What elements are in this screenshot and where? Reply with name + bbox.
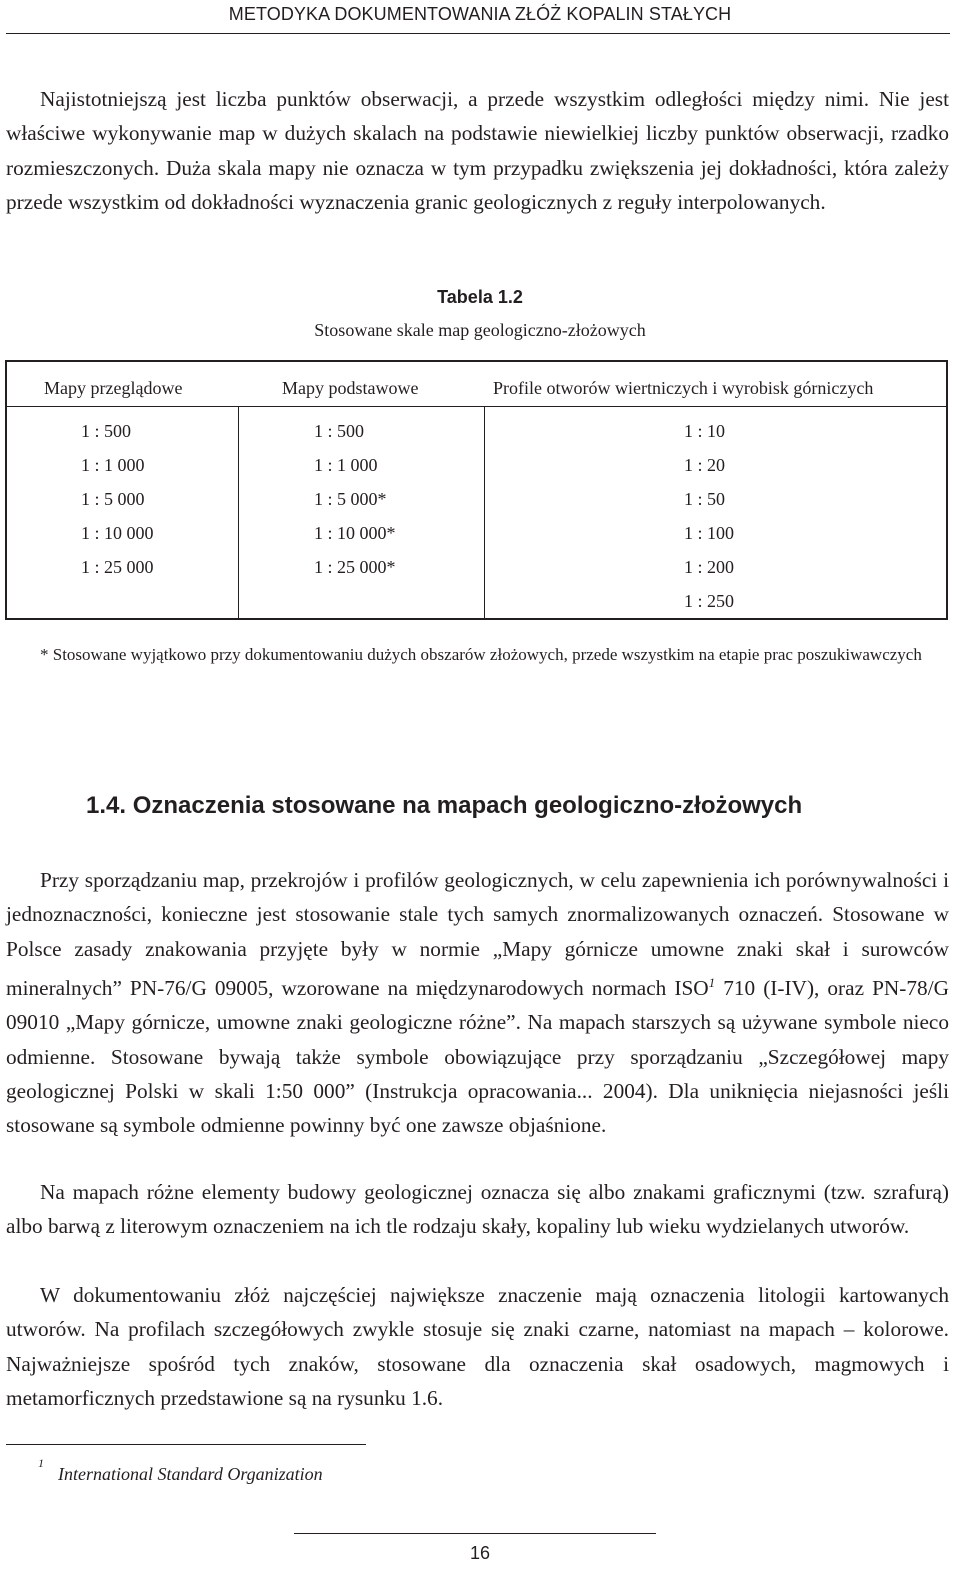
column-header-borehole-profiles: Profile otworów wiertniczych i wyrobisk górniczych [493,378,874,398]
footnote-reference: 1 [708,974,716,990]
section-paragraph-3-text: W dokumentowaniu złóż najczęściej największe znaczenie mają oznaczenia litologii kartowanych utworów. Na profilach szczegółowych zwykle stosuje się znaki czarne, natomiast na mapach – kolorowe. Najważniejsze spośród tych znaków, stosowane dla oznaczenia skał osadowych, magmowych i metamorficznych przedstawione są na rysunku 1.6. [6,1283,949,1410]
header-rule [6,33,950,34]
intro-paragraph [6,82,949,219]
table-cell: 1 : 1 000 [81,455,145,475]
table-footnote-text: * Stosowane wyjątkowo przy dokumentowaniu dużych obszarów złożowych, przede wszystkim na etapie prac poszukiwawczych [40,645,922,664]
table-cell: 1 : 10 000* [314,523,396,543]
footnote-marker: 1 [38,1456,44,1470]
footnote-text: International Standard Organization [58,1464,323,1484]
section-heading: 1.4. Oznaczenia stosowane na mapach geologiczno-złożowych [86,792,803,819]
table-cell: 1 : 25 000 [81,557,154,577]
page-number-rule [294,1533,656,1534]
section-paragraph-2 [6,1175,949,1244]
section-paragraph-3 [6,1278,949,1415]
column-divider [484,406,485,618]
table-title: Stosowane skale map geologiczno-złożowych [314,320,646,340]
table-cell: 1 : 5 000* [314,489,387,509]
intro-paragraph-text: Najistotniejszą jest liczba punktów obserwacji, a przede wszystkim odległości między nimi. Nie jest właściwe wykonywanie map w dużych skalach na podstawie niewielkiej liczby punktów obserwacji, rzadko rozmieszczonych. Duża skala mapy nie oznacza w tym przypadku zwiększenia jej dokładności, która zależy przede wszystkim od dokładności wyznaczenia granic geologicznych z reguły interpolowanych. [6,87,949,214]
section-paragraph-1-text: Przy sporządzaniu map, przekrojów i profilów geologicznych, w celu zapewnienia ich porównywalności i jednoznaczności, konieczne jest stosowanie stale tych samych znormalizowanych oznaczeń. Stosowane w Polsce zasady znakowania przyjęte były w normie „Mapy górnicze umowne znaki skał i surowców mineralnych” PN-76/G 09005, wzorowane na międzynarodowych normach ISO [6,868,949,1000]
table-cell: 1 : 50 [684,489,726,509]
section-paragraph-1-text-cont: 710 (I-IV), oraz PN-78/G 09010 „Mapy górnicze, umowne znaki geologiczne różne”. Na mapach starszych są używane symbole nieco odmienne. Stosowane bywają także symbole obowiązujące przy sporządzaniu „Szczegółowej mapy geologicznej Polski w skali 1:50 000” (Instrukcja opracowania... 2004). Dla uniknięcia niejasności jeśli stosowane są symbole odmienne powinny być one zawsze objaśnione. [6,975,949,1138]
footnote [38,1456,323,1485]
section-paragraph-1 [6,863,949,1142]
column-header-overview-maps: Mapy przeglądowe [44,378,183,398]
table-footnote [6,640,949,669]
table-cell: 1 : 5 000 [81,489,145,509]
table-number: Tabela 1.2 [437,287,523,307]
table-cell: 1 : 200 [684,557,735,577]
table-cell: 1 : 500 [81,421,132,441]
table-cell: 1 : 10 000 [81,523,154,543]
table-header-rule [7,406,946,407]
table-cell: 1 : 25 000* [314,557,396,577]
scales-table [5,360,948,620]
running-header: METODYKA DOKUMENTOWANIA ZŁÓŻ KOPALIN STAŁYCH [228,4,732,24]
table-cell: 1 : 250 [684,591,735,611]
table-cell: 1 : 500 [314,421,365,441]
footnote-rule [6,1444,366,1445]
page-number: 16 [469,1543,491,1563]
column-divider [238,406,239,618]
column-header-basic-maps: Mapy podstawowe [282,378,419,398]
table-cell: 1 : 10 [684,421,726,441]
section-paragraph-2-text: Na mapach różne elementy budowy geologicznej oznacza się albo znakami graficznymi (tzw. szrafurą) albo barwą z literowym oznaczeniem na ich tle rodzaju skały, kopaliny lub wieku wydzielanych utworów. [6,1180,949,1239]
table-cell: 1 : 20 [684,455,726,475]
table-cell: 1 : 100 [684,523,735,543]
table-cell: 1 : 1 000 [314,455,378,475]
